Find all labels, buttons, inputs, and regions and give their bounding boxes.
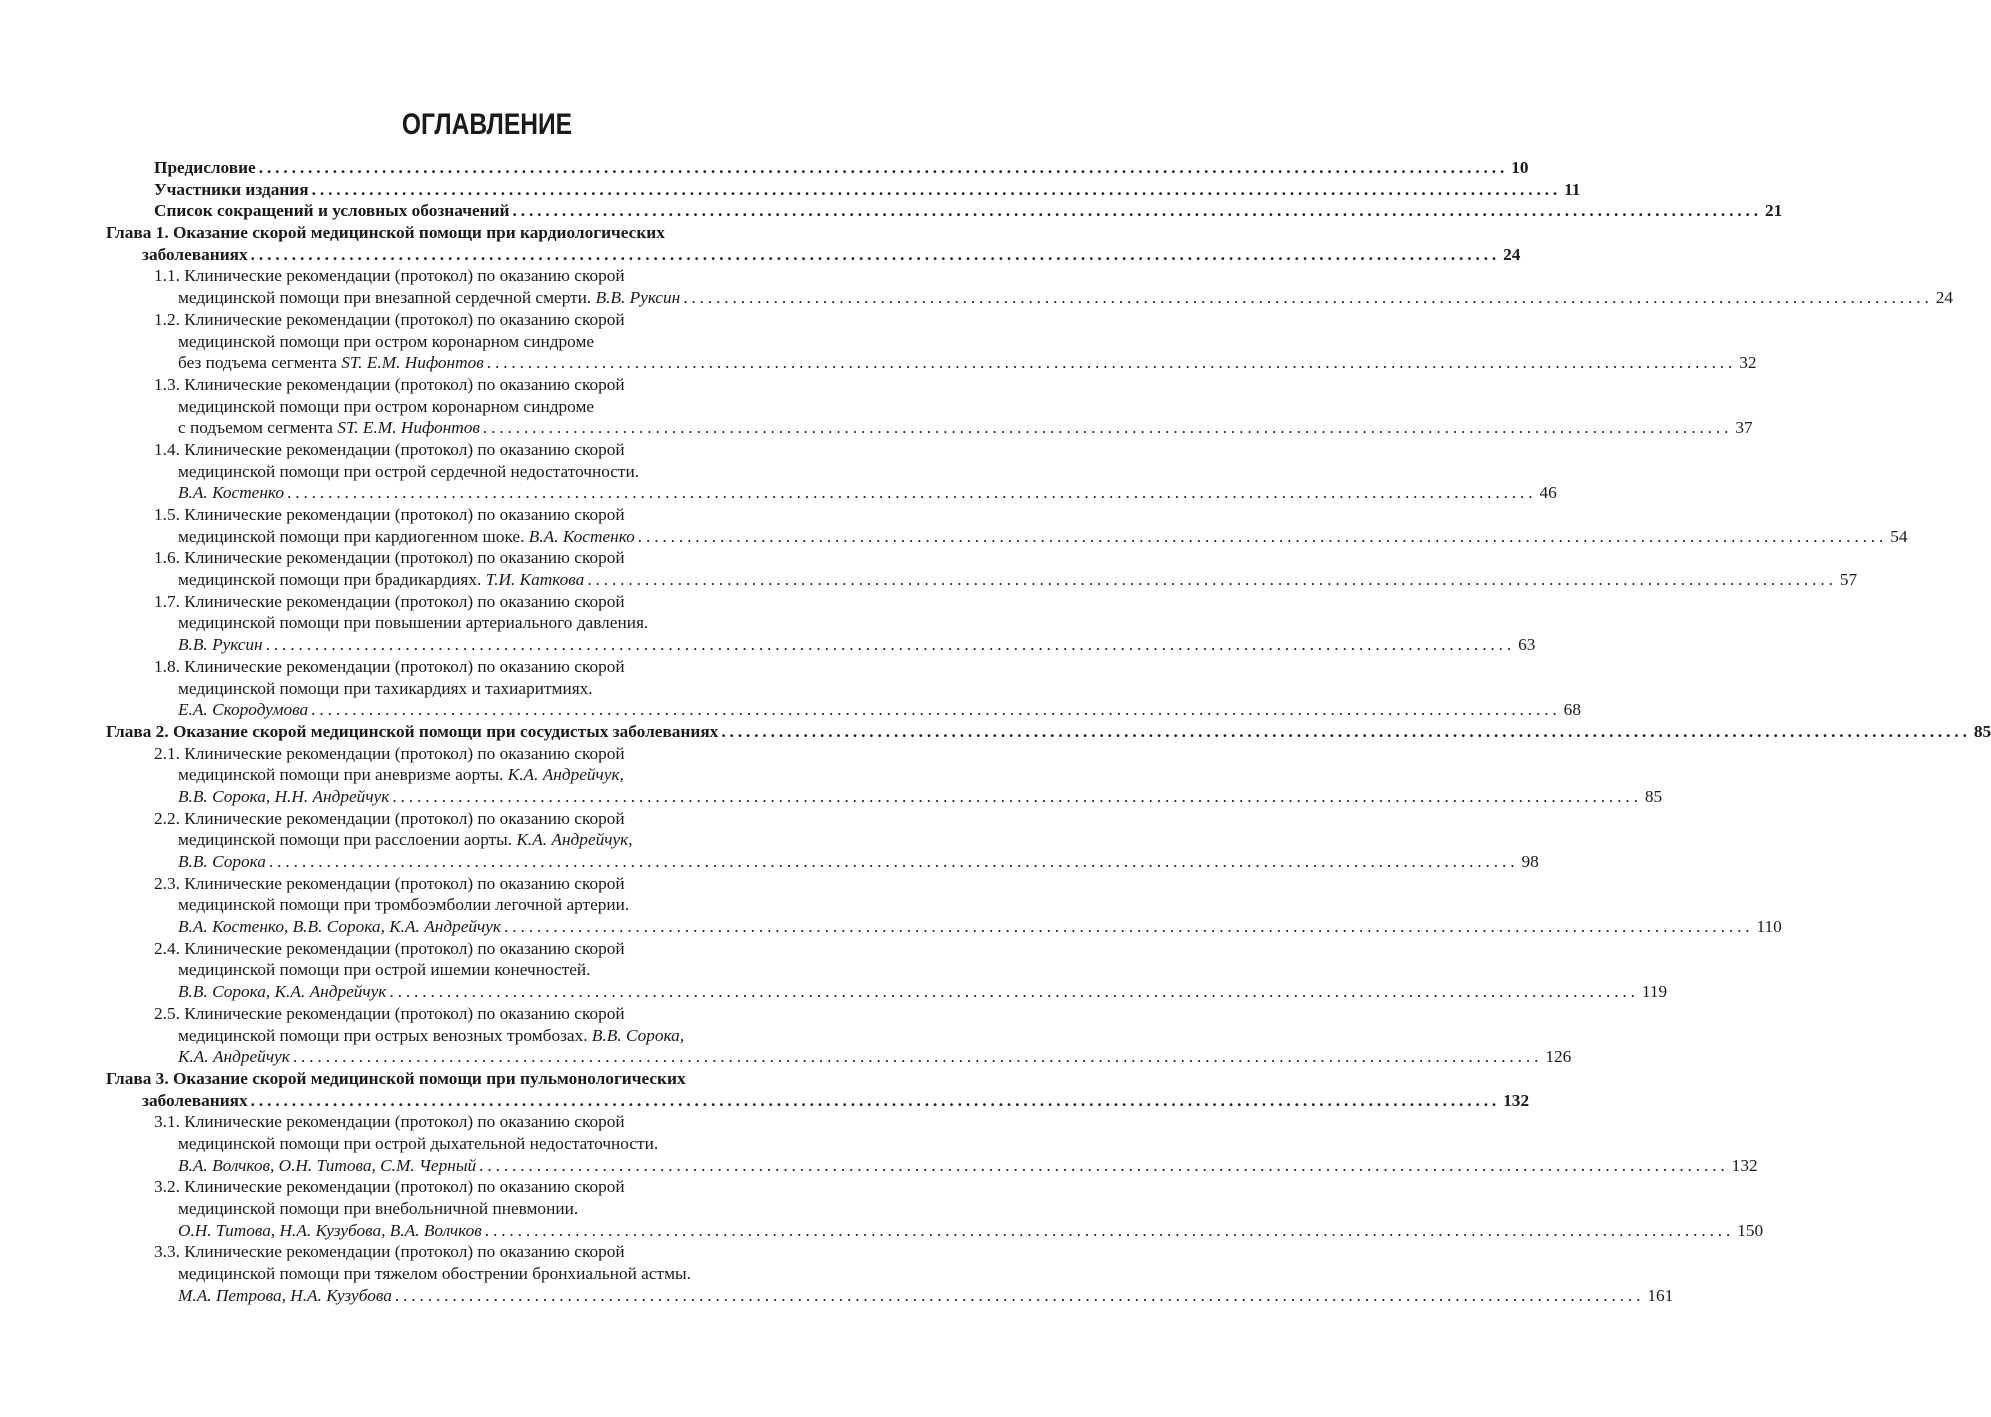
- dot-leader: ........................................................................................................................................................: [250, 244, 1501, 264]
- author: К.А. Андрейчук,: [516, 830, 633, 850]
- dot-leader: ........................................................................................................................................................: [512, 201, 1762, 221]
- author: О.Н. Титова, Н.А. Кузубова, В.А. Волчков: [178, 1220, 482, 1240]
- author: В.А. Костенко: [528, 526, 635, 546]
- section-1-6-cont[interactable]: медицинской помощи при брадикардиях. Т.И. Каткова ........................................................................................................................................................ 57: [178, 570, 1858, 590]
- page-number: 57: [1839, 570, 1858, 590]
- section-1-1-cont[interactable]: медицинской помощи при внезапной сердечной смерти. В.В. Руксин ........................................................................................................................................................ 24: [178, 288, 1953, 308]
- author: В.В. Руксин: [595, 288, 681, 308]
- section-3-3[interactable]: 3.3. Клинические рекомендации (протокол) по оказанию скорой: [154, 1242, 625, 1262]
- dot-leader: ........................................................................................................................................................: [486, 353, 1737, 373]
- dot-leader: ........................................................................................................................................................: [637, 526, 1888, 546]
- section-1-8[interactable]: 1.8. Клинические рекомендации (протокол) по оказанию скорой: [154, 656, 625, 676]
- author: Е.А. Скородумова: [178, 700, 309, 720]
- dot-leader: ........................................................................................................................................................: [265, 635, 1516, 655]
- section-1-3-cont2[interactable]: с подъемом сегмента ST. Е.М. Нифонтов ........................................................................................................................................................ 37: [178, 418, 1753, 438]
- page-title: ОГЛАВЛЕНИЕ: [401, 108, 573, 141]
- section-3-3-author[interactable]: [178, 1285, 1674, 1307]
- dot-leader: ........................................................................................................................................................: [287, 483, 1537, 503]
- author: В.В. Сорока, К.А. Андрейчук: [178, 982, 387, 1002]
- section-3-2-cont: медицинской помощи при внебольничной пневмонии.: [178, 1199, 579, 1218]
- section-1-4[interactable]: 1.4. Клинические рекомендации (протокол) по оказанию скорой: [154, 439, 625, 459]
- dot-leader: ........................................................................................................................................................: [268, 851, 1519, 871]
- section-1-3-cont: медицинской помощи при остром коронарном синдроме: [178, 396, 595, 416]
- section-1-4-cont: медицинской помощи при острой сердечной недостаточности.: [178, 461, 640, 481]
- dot-leader: ........................................................................................................................................................: [392, 786, 1642, 806]
- page-number: 32: [1739, 353, 1757, 373]
- page-number: 132: [1503, 1090, 1530, 1110]
- author: К.А. Андрейчук: [178, 1047, 290, 1067]
- author: ST. Е.М. Нифонтов: [337, 418, 480, 438]
- author: В.В. Сорока, Н.Н. Андрейчук: [178, 786, 390, 806]
- author: К.А. Андрейчук,: [507, 765, 624, 785]
- section-1-7-author[interactable]: [178, 634, 1536, 656]
- section-1-6[interactable]: 1.6. Клинические рекомендации (протокол) по оказанию скорой: [154, 548, 625, 568]
- chapter-3-title[interactable]: Глава 3. Оказание скорой медицинской помощи при пульмонологических: [106, 1068, 686, 1088]
- page-number: 11: [1564, 179, 1581, 199]
- section-2-3[interactable]: 2.3. Клинические рекомендации (протокол) по оказанию скорой: [154, 873, 625, 893]
- page-number: 98: [1521, 851, 1539, 871]
- page-number: 46: [1539, 483, 1557, 503]
- dot-leader: ........................................................................................................................................................: [250, 1090, 1501, 1110]
- page-number: 68: [1563, 700, 1581, 720]
- page-number: 110: [1756, 917, 1782, 937]
- page-number: 21: [1765, 201, 1783, 221]
- section-3-2-author[interactable]: [178, 1220, 1764, 1242]
- section-3-1[interactable]: 3.1. Клинические рекомендации (протокол) по оказанию скорой: [154, 1112, 625, 1132]
- dot-leader: ........................................................................................................................................................: [258, 157, 1509, 177]
- author: В.В. Сорока,: [591, 1025, 685, 1045]
- section-2-2[interactable]: 2.2. Клинические рекомендации (протокол) по оказанию скорой: [154, 808, 625, 828]
- section-2-1-author[interactable]: [178, 786, 1663, 808]
- page-number: 37: [1735, 418, 1753, 438]
- section-1-3[interactable]: 1.3. Клинические рекомендации (протокол) по оказанию скорой: [154, 374, 625, 394]
- section-2-2-cont: медицинской помощи при расслоении аорты. К.А. Андрейчук,: [178, 830, 633, 850]
- page-number: 63: [1518, 635, 1536, 655]
- section-2-1[interactable]: 2.1. Клинические рекомендации (протокол) по оказанию скорой: [154, 743, 625, 763]
- section-3-3-cont: медицинской помощи при тяжелом обострении бронхиальной астмы.: [178, 1264, 691, 1284]
- page-number: 126: [1545, 1047, 1572, 1067]
- author: Т.И. Каткова: [485, 570, 585, 590]
- dot-leader: ........................................................................................................................................................: [587, 570, 1837, 590]
- page-number: 161: [1647, 1285, 1674, 1305]
- dot-leader: ........................................................................................................................................................: [482, 418, 1733, 438]
- dot-leader: ........................................................................................................................................................: [721, 721, 1971, 741]
- author: М.А. Петрова, Н.А. Кузубова: [178, 1285, 392, 1305]
- chapter-1-title[interactable]: Глава 1. Оказание скорой медицинской помощи при кардиологических: [106, 223, 665, 243]
- toc-entry-preface[interactable]: Предисловие ........................................................................................................................................................ 10: [154, 157, 1529, 177]
- page-number: 10: [1511, 157, 1529, 177]
- page-number: 85: [1644, 786, 1663, 806]
- section-1-7[interactable]: 1.7. Клинические рекомендации (протокол) по оказанию скорой: [154, 591, 625, 611]
- section-2-1-cont: медицинской помощи при аневризме аорты. К.А. Андрейчук,: [178, 765, 624, 785]
- page-number: 150: [1737, 1220, 1764, 1240]
- section-2-2-author[interactable]: [178, 851, 1539, 873]
- page-number: 85: [1973, 721, 1991, 741]
- page-number: 24: [1503, 244, 1521, 264]
- page-number: 54: [1890, 526, 1908, 546]
- section-1-8-cont: медицинской помощи при тахикардиях и тахиаритмиях.: [178, 678, 593, 698]
- page-number: 119: [1641, 982, 1668, 1002]
- section-2-4-author[interactable]: [178, 981, 1668, 1003]
- dot-leader: ........................................................................................................................................................: [479, 1155, 1729, 1175]
- section-1-5[interactable]: 1.5. Клинические рекомендации (протокол) по оказанию скорой: [154, 505, 625, 524]
- page-number: 132: [1731, 1155, 1758, 1175]
- section-1-4-author[interactable]: [178, 482, 1557, 504]
- dot-leader: ........................................................................................................................................................: [311, 179, 1562, 199]
- toc-entry-contributors[interactable]: Участники издания ........................................................................................................................................................ 11: [154, 179, 1581, 199]
- section-3-1-author[interactable]: [178, 1155, 1758, 1177]
- author: В.А. Костенко, В.В. Сорока, К.А. Андрейчук: [178, 917, 502, 937]
- dot-leader: ........................................................................................................................................................: [394, 1285, 1645, 1305]
- author: ST. Е.М. Нифонтов: [341, 353, 484, 373]
- section-3-1-cont: медицинской помощи при острой дыхательной недостаточности.: [178, 1133, 659, 1153]
- section-2-5-cont: медицинской помощи при острых венозных тромбозах. В.В. Сорока,: [178, 1025, 685, 1045]
- section-1-5-cont[interactable]: медицинской помощи при кардиогенном шоке. В.А. Костенко ........................................................................................................................................................ 54: [178, 526, 1908, 546]
- section-2-3-author[interactable]: [178, 916, 1782, 938]
- section-1-7-cont: медицинской помощи при повышении артериального давления.: [178, 613, 649, 633]
- author: В.А. Костенко: [178, 483, 284, 503]
- author: В.А. Волчков, О.Н. Титова, С.М. Черный: [178, 1155, 477, 1175]
- chapter-2-title[interactable]: Глава 2. Оказание скорой медицинской помощи при сосудистых заболеваниях ........................................................................................................................................................ 85: [106, 721, 1991, 741]
- section-1-2-cont: медицинской помощи при остром коронарном синдроме: [178, 331, 595, 351]
- section-3-2[interactable]: 3.2. Клинические рекомендации (протокол) по оказанию скорой: [154, 1177, 625, 1197]
- toc-entry-abbreviations[interactable]: Список сокращений и условных обозначений ........................................................................................................................................................ 21: [154, 201, 1783, 221]
- author: В.В. Руксин: [178, 635, 263, 655]
- dot-leader: ........................................................................................................................................................: [484, 1220, 1735, 1240]
- section-2-3-cont: медицинской помощи при тромбоэмболии легочной артерии.: [178, 895, 630, 915]
- section-2-4[interactable]: 2.4. Клинические рекомендации (протокол) по оказанию скорой: [154, 938, 625, 958]
- section-2-4-cont: медицинской помощи при острой ишемии конечностей.: [178, 960, 591, 980]
- chapter-1-title-cont[interactable]: заболеваниях ........................................................................................................................................................ 24: [142, 244, 1521, 264]
- chapter-3-title-cont[interactable]: заболеваниях ........................................................................................................................................................ 132: [142, 1090, 1530, 1110]
- section-2-5-author[interactable]: [178, 1046, 1572, 1068]
- dot-leader: ........................................................................................................................................................: [389, 982, 1639, 1002]
- section-2-5[interactable]: 2.5. Клинические рекомендации (протокол) по оказанию скорой: [154, 1003, 625, 1023]
- section-1-1[interactable]: 1.1. Клинические рекомендации (протокол) по оказанию скорой: [154, 266, 625, 286]
- dot-leader: ........................................................................................................................................................: [683, 288, 1933, 308]
- section-1-2[interactable]: 1.2. Клинические рекомендации (протокол) по оказанию скорой: [154, 309, 625, 329]
- page-number: 24: [1935, 288, 1953, 308]
- dot-leader: ........................................................................................................................................................: [504, 917, 1754, 937]
- author: В.В. Сорока: [178, 851, 266, 871]
- section-1-8-author[interactable]: [178, 699, 1581, 721]
- table-of-contents: [0, 157, 1991, 1306]
- dot-leader: ........................................................................................................................................................: [311, 700, 1561, 720]
- section-1-2-cont2[interactable]: без подъема сегмента ST. Е.М. Нифонтов ........................................................................................................................................................ 32: [178, 353, 1757, 373]
- dot-leader: ........................................................................................................................................................: [292, 1047, 1543, 1067]
